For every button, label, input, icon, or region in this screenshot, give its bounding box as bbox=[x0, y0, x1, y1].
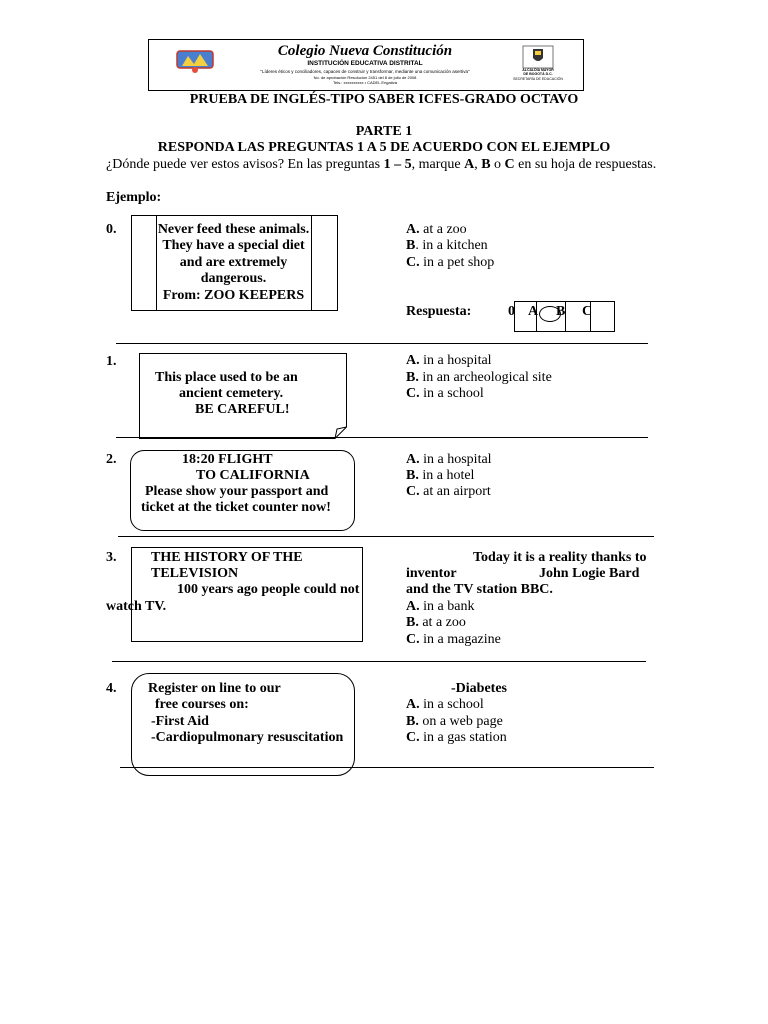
option-text: . in a kitchen bbox=[415, 238, 488, 253]
school-motto: "Líderes éticos y conciliadores, capaces de construir y transformar, mediante una comunicación asertiva" bbox=[260, 69, 470, 74]
separator-line bbox=[120, 767, 654, 768]
example-sign-line: dangerous. bbox=[200, 271, 267, 286]
answer-cell-b: B bbox=[556, 304, 566, 319]
question-2-option-c bbox=[406, 484, 491, 501]
question-3-option-c bbox=[406, 632, 501, 649]
option-letter: B. bbox=[406, 615, 419, 630]
question-4-option-a bbox=[406, 697, 484, 714]
bogota-logo-text-1: ALCALDÍA MAYOR bbox=[522, 68, 554, 72]
answer-label: Respuesta: bbox=[406, 304, 472, 319]
option-letter: A. bbox=[406, 353, 420, 368]
option-text: in a school bbox=[419, 386, 484, 401]
separator-line bbox=[118, 536, 654, 537]
question-3-option-b bbox=[406, 615, 466, 632]
option-text: on a web page bbox=[418, 714, 503, 729]
instruction-part-2: , marque bbox=[411, 157, 465, 172]
school-crest-logo bbox=[176, 48, 214, 74]
option-text: in an archeological site bbox=[418, 370, 552, 385]
answer-mark-circle bbox=[539, 306, 561, 322]
instruction-part-5: en su hoja de respuestas. bbox=[514, 157, 657, 172]
question-2-sign-line: ticket at the ticket counter now! bbox=[141, 500, 331, 515]
answer-cell-a: A bbox=[528, 304, 539, 319]
question-2-option-b bbox=[406, 468, 474, 485]
question-1-sign-line: BE CAREFUL! bbox=[195, 402, 290, 417]
school-resolution: No. de aprobación Resolución 2451 del 8 de julio de 2008 bbox=[313, 75, 417, 80]
option-text: in a bank bbox=[419, 599, 475, 614]
question-3-sign-line: watch TV. bbox=[106, 599, 167, 614]
test-title: PRUEBA DE INGLÉS-TIPO SABER ICFES-GRADO OCTAVO bbox=[189, 92, 579, 107]
part-title: PARTE 1 bbox=[355, 124, 413, 139]
question-3-sign-line: 100 years ago people could not bbox=[177, 582, 360, 597]
example-sign-line: Never feed these animals. bbox=[157, 222, 310, 237]
separator-line bbox=[112, 661, 646, 662]
instruction-part-1: ¿Dónde puede ver estos avisos? En las preguntas bbox=[106, 157, 384, 172]
question-4-sign-line: free courses on: bbox=[155, 697, 249, 712]
instruction-letter-c: C bbox=[504, 157, 515, 172]
example-sign-line: They have a special diet bbox=[162, 238, 305, 253]
example-number: 0. bbox=[106, 222, 117, 237]
option-text: in a magazine bbox=[419, 632, 501, 647]
option-letter: C. bbox=[406, 730, 420, 745]
example-label: Ejemplo: bbox=[106, 190, 162, 205]
institution-name: INSTITUCIÓN EDUCATIVA DISTRITAL bbox=[307, 60, 423, 67]
option-letter: B. bbox=[406, 468, 419, 483]
school-contact: Tels.: xxxxxxxxxx • CADEL Engativá bbox=[333, 80, 397, 85]
option-text: in a school bbox=[419, 697, 484, 712]
question-4-sign-line: Register on line to our bbox=[148, 681, 281, 696]
question-4-option-c bbox=[406, 730, 507, 747]
instruction-range: 1 – 5 bbox=[383, 157, 412, 172]
question-3-overflow-line: and the TV station BBC. bbox=[406, 582, 553, 597]
instruction-part-4: o bbox=[490, 157, 505, 172]
question-3-sign-line: TELEVISION bbox=[151, 566, 239, 581]
question-1-option-c bbox=[406, 386, 484, 403]
question-3-overflow-line: John Logie Bard bbox=[539, 566, 640, 581]
question-4-overflow-line: -Diabetes bbox=[451, 681, 507, 696]
instruction-heading: RESPONDA LAS PREGUNTAS 1 A 5 DE ACUERDO CON EL EJEMPLO bbox=[157, 140, 611, 155]
option-text: in a gas station bbox=[419, 730, 507, 745]
option-letter: C. bbox=[406, 632, 420, 647]
question-4-sign-line: -First Aid bbox=[151, 714, 209, 729]
answer-cell-0: 0 bbox=[508, 304, 515, 319]
question-3-option-a bbox=[406, 599, 474, 616]
question-3-overflow-line: inventor bbox=[406, 566, 457, 581]
question-3-sign-line: THE HISTORY OF THE bbox=[151, 550, 303, 565]
option-text: in a hospital bbox=[419, 353, 492, 368]
question-4-number: 4. bbox=[106, 681, 117, 696]
option-letter: B. bbox=[406, 370, 419, 385]
bogota-logo-text-3: SECRETARÍA DE EDUCACIÓN bbox=[513, 77, 563, 81]
option-letter: A. bbox=[406, 452, 420, 467]
question-2-option-a bbox=[406, 452, 492, 469]
question-1-option-b bbox=[406, 370, 552, 387]
bogota-shield-logo bbox=[522, 45, 554, 69]
option-letter: C. bbox=[406, 255, 420, 270]
option-text: at a zoo bbox=[419, 222, 467, 237]
instruction-text bbox=[106, 157, 656, 173]
option-text: in a hospital bbox=[419, 452, 492, 467]
example-option-b bbox=[406, 238, 488, 255]
option-letter: A. bbox=[406, 222, 420, 237]
instruction-part-3: , bbox=[474, 157, 482, 172]
option-letter: C. bbox=[406, 484, 420, 499]
example-sign-line: From: ZOO KEEPERS bbox=[162, 288, 305, 303]
question-1-sign-line: This place used to be an bbox=[155, 370, 298, 385]
separator-line bbox=[116, 343, 648, 344]
option-text: in a hotel bbox=[418, 468, 475, 483]
question-2-number: 2. bbox=[106, 452, 117, 467]
question-1-number: 1. bbox=[106, 354, 117, 369]
instruction-letter-b: B bbox=[481, 157, 491, 172]
question-4-sign-line: -Cardiopulmonary resuscitation bbox=[151, 730, 344, 745]
instruction-letter-a: A bbox=[464, 157, 475, 172]
option-letter: B. bbox=[406, 714, 419, 729]
question-1-sign-line: ancient cemetery. bbox=[179, 386, 284, 401]
option-letter: C. bbox=[406, 386, 420, 401]
example-sign-right-rule bbox=[311, 215, 312, 311]
answer-cell-c: C bbox=[582, 304, 593, 319]
question-4-option-b bbox=[406, 714, 503, 731]
option-letter: A. bbox=[406, 599, 420, 614]
question-3-overflow-line: Today it is a reality thanks to bbox=[473, 550, 647, 565]
example-option-a bbox=[406, 222, 467, 239]
option-letter: B bbox=[406, 238, 416, 253]
bogota-logo-text-2: DE BOGOTÁ D.C. bbox=[523, 72, 553, 76]
question-2-sign-line: Please show your passport and bbox=[145, 484, 329, 499]
example-sign-line: and are extremely bbox=[179, 255, 288, 270]
example-option-c bbox=[406, 255, 494, 272]
question-1-option-a bbox=[406, 353, 492, 370]
question-2-sign-line: 18:20 FLIGHT bbox=[182, 452, 273, 467]
question-2-sign-line: TO CALIFORNIA bbox=[196, 468, 310, 483]
option-letter: A. bbox=[406, 697, 420, 712]
school-name: Colegio Nueva Constitución bbox=[277, 43, 453, 59]
question-3-number: 3. bbox=[106, 550, 117, 565]
option-text: in a pet shop bbox=[419, 255, 495, 270]
option-text: at a zoo bbox=[418, 615, 466, 630]
option-text: at an airport bbox=[419, 484, 491, 499]
separator-line bbox=[116, 437, 648, 438]
